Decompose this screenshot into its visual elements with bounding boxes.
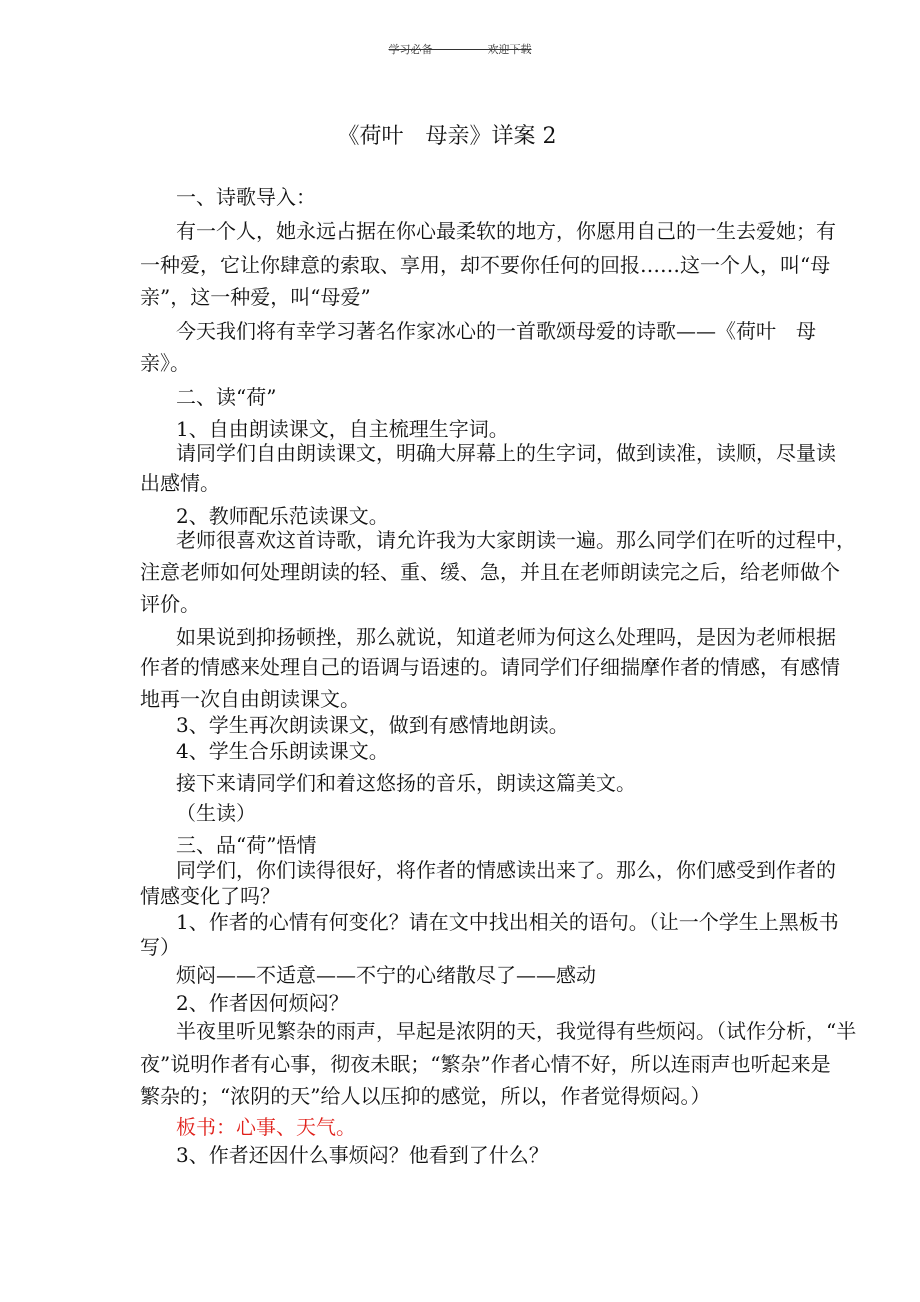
text-line: 一、诗歌导入： (176, 185, 316, 209)
text-line: 亲》。 (140, 351, 190, 375)
text-line: 请同学们自由朗读课文，明确大屏幕上的生字词，做到读准，读顺，尽量读 (176, 441, 836, 465)
page-header: 学习必备－－－－－欢迎下载 (388, 43, 532, 56)
text-line: 2、教师配乐范读课文。 (176, 504, 389, 528)
text-line: 二、读“荷” (176, 385, 277, 409)
text-line: 夜”说明作者有心事，彻夜未眠；“繁杂”作者心情不好，所以连雨声也听起来是 (140, 1052, 831, 1076)
document-title: 《荷叶 母亲》详案 2 (337, 124, 557, 149)
text-line: 一种爱，它让你肆意的索取、享用，却不要你任何的回报……这一个人，叫“母 (140, 253, 831, 277)
text-line: 作者的情感来处理自己的语调与语速的。请同学们仔细揣摩作者的情感，有感情 (140, 655, 840, 679)
text-line: 板书：心事、天气。 (176, 1115, 356, 1139)
text-line: 有一个人，她永远占据在你心最柔软的地方，你愿用自己的一生去爱她；有 (176, 219, 836, 243)
text-line: 亲”，这一种爱，叫“母爱” (140, 285, 371, 309)
text-line: 情感变化了吗？ (140, 884, 280, 908)
text-line: 1、自由朗读课文，自主梳理生字词。 (176, 417, 509, 441)
text-line: 今天我们将有幸学习著名作家冰心的一首歌颂母爱的诗歌——《荷叶 母 (176, 319, 816, 343)
text-line: 评价。 (140, 592, 200, 616)
text-line: 老师很喜欢这首诗歌，请允许我为大家朗读一遍。那么同学们在听的过程中， (176, 528, 856, 552)
text-line: 繁杂的；“浓阴的天”给人以压抑的感觉，所以，作者觉得烦闷。） (140, 1084, 711, 1108)
text-line: 地再一次自由朗读课文。 (140, 687, 360, 711)
text-line: 3、学生再次朗读课文，做到有感情地朗读。 (176, 713, 569, 737)
text-line: 烦闷——不适意——不宁的心绪散尽了——感动 (176, 963, 596, 987)
text-line: 注意老师如何处理朗读的轻、重、缓、急，并且在老师朗读完之后，给老师做个 (140, 560, 840, 584)
text-line: 半夜里听见繁杂的雨声，早起是浓阴的天，我觉得有些烦闷。（试作分析，“半 (176, 1019, 857, 1043)
text-line: （生读） (176, 801, 256, 825)
text-line: 同学们，你们读得很好，将作者的情感读出来了。那么，你们感受到作者的 (176, 858, 836, 882)
text-line: 写） (140, 935, 180, 959)
text-line: 3、作者还因什么事烦闷？他看到了什么？ (176, 1143, 549, 1167)
text-line: 2、作者因何烦闷？ (176, 991, 349, 1015)
text-line: 4、学生合乐朗读课文。 (176, 739, 389, 763)
text-line: 三、品“荷”悟情 (176, 833, 317, 857)
text-line: 出感情。 (140, 471, 220, 495)
text-line: 1、作者的心情有何变化？请在文中找出相关的语句。（让一个学生上黑板书 (176, 910, 839, 934)
text-line: 接下来请同学们和着这悠扬的音乐，朗读这篇美文。 (176, 771, 636, 795)
text-line: 如果说到抑扬顿挫，那么就说，知道老师为何这么处理吗，是因为老师根据 (176, 625, 836, 649)
